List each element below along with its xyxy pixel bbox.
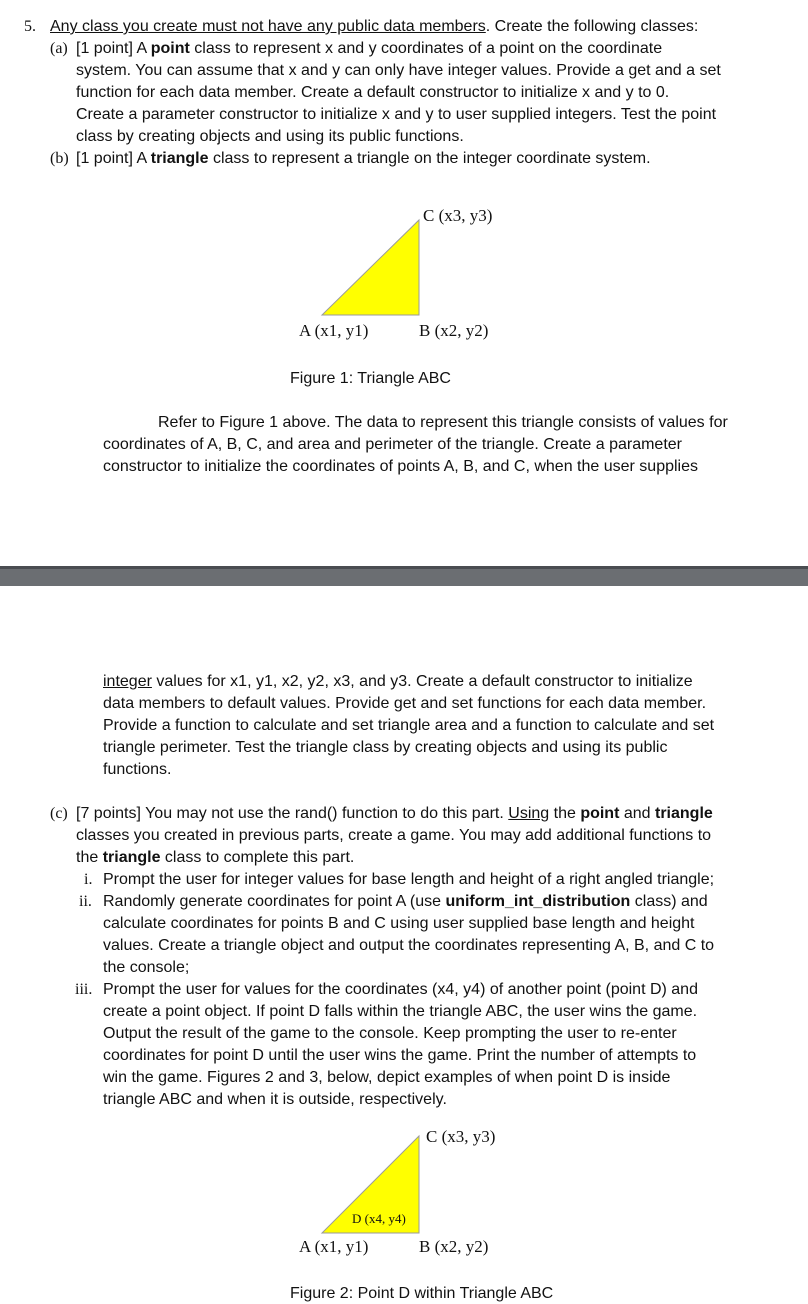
part-c-label: (c) — [50, 805, 68, 822]
part-a-l1-post: class to represent x and y coordinates of a point on the coordinate — [189, 40, 663, 57]
part-c-l1-underlined: Using — [508, 805, 550, 822]
part-a-line-4: Create a parameter constructor to initialize x and y to user supplied integers. Test the point — [76, 106, 717, 123]
item-iii-label: iii. — [75, 981, 93, 998]
figure-1-label-a: A (x1, y1) — [299, 321, 369, 340]
part-b-l1-bold: triangle — [150, 150, 209, 167]
part-c-l3-bold: triangle — [102, 849, 161, 866]
item-iii-line-4: coordinates for point D until the user wins the game. Print the number of attempts to — [103, 1047, 697, 1064]
part-a-l1-pre: [1 point] A — [76, 40, 151, 57]
part-b-para-3: constructor to initialize the coordinates of points A, B, and C, when the user supplies — [103, 458, 698, 475]
part-b-para-8: functions. — [103, 761, 172, 778]
figure-1-label-b: B (x2, y2) — [419, 321, 489, 340]
figure-1-label-c: C (x3, y3) — [423, 206, 493, 225]
part-a-label: (a) — [50, 40, 68, 57]
part-a-line-5: class by creating objects and using its public functions. — [76, 128, 464, 145]
figure-2-label-b: B (x2, y2) — [419, 1237, 489, 1256]
item-iii-line-2: create a point object. If point D falls within the triangle ABC, the user wins the game. — [103, 1003, 698, 1020]
item-iii-line-3: Output the result of the game to the console. Keep prompting the user to re-enter — [103, 1025, 677, 1042]
figure-2-label-d: D (x4, y4) — [352, 1211, 406, 1226]
part-c-l1-bold-1: point — [580, 805, 620, 822]
part-c-l1-mid: the — [549, 805, 581, 822]
item-ii-line-3: values. Create a triangle object and output the coordinates representing A, B, and C to — [103, 937, 715, 954]
intro-rest: . Create the following classes: — [485, 18, 699, 35]
item-iii-line-5: win the game. Figures 2 and 3, below, depict examples of when point D is inside — [103, 1069, 671, 1086]
figure-1-triangle — [322, 220, 419, 315]
part-b-p4-underlined: integer — [103, 673, 152, 690]
item-iii-line-6: triangle ABC and when it is outside, respectively. — [103, 1091, 447, 1108]
part-a-line-2: system. You can assume that x and y can only have integer values. Provide a get and a set — [76, 62, 721, 79]
part-b-l1-pre: [1 point] A — [76, 150, 151, 167]
part-a-line-3: function for each data member. Create a default constructor to initialize x and y to 0. — [76, 84, 670, 101]
item-ii-l1-bold: uniform_int_distribution — [445, 893, 631, 910]
item-ii-line-4: the console; — [103, 959, 190, 976]
intro-underlined: Any class you create must not have any public data members — [50, 18, 486, 35]
item-ii-l1-pre: Randomly generate coordinates for point A (use — [103, 893, 446, 910]
part-c-l1-pre: [7 points] You may not use the rand() function to do this part. — [76, 805, 509, 822]
item-ii-l1-post: class) and — [630, 893, 708, 910]
figure-2-label-a: A (x1, y1) — [299, 1237, 369, 1256]
figure-1-svg — [0, 0, 808, 566]
part-c-l1-bold-2: triangle — [655, 805, 713, 822]
part-b-para-5: data members to default values. Provide get and set functions for each data member. — [103, 695, 707, 712]
part-b-p4-rest: values for x1, y1, x2, y2, x3, and y3. Create a default constructor to initialize — [151, 673, 693, 690]
part-b-para-1: Refer to Figure 1 above. The data to represent this triangle consists of values for — [158, 414, 728, 431]
part-b-label: (b) — [50, 150, 69, 167]
part-c-l3-pre: the — [76, 849, 103, 866]
part-b-l1-post: class to represent a triangle on the integer coordinate system. — [208, 150, 651, 167]
part-a-l1-bold: point — [150, 40, 190, 57]
item-i-label: i. — [84, 871, 93, 888]
figure-2-caption: Figure 2: Point D within Triangle ABC — [290, 1285, 554, 1302]
part-b-para-2: coordinates of A, B, C, and area and perimeter of the triangle. Create a parameter — [103, 436, 682, 453]
figure-2-label-c: C (x3, y3) — [426, 1127, 496, 1146]
part-b-para-7: triangle perimeter. Test the triangle class by creating objects and using its public — [103, 739, 668, 756]
item-i-text: Prompt the user for integer values for base length and height of a right angled triangle; — [103, 871, 715, 888]
figure-1-caption: Figure 1: Triangle ABC — [290, 370, 451, 387]
page-separator — [0, 566, 808, 586]
item-ii-line-2: calculate coordinates for points B and C using user supplied base length and height — [103, 915, 695, 932]
part-c-l1-and: and — [619, 805, 655, 822]
part-b-para-6: Provide a function to calculate and set triangle area and a function to calculate and set — [103, 717, 715, 734]
question-number: 5. — [24, 18, 36, 35]
part-c-line-2: classes you created in previous parts, create a game. You may add additional functions to — [76, 827, 712, 844]
part-c-l3-post: class to complete this part. — [160, 849, 355, 866]
page-top — [0, 0, 808, 566]
item-ii-label: ii. — [79, 893, 92, 910]
page-bottom — [0, 586, 808, 1304]
item-iii-line-1: Prompt the user for values for the coordinates (x4, y4) of another point (point D) and — [103, 981, 698, 998]
figure-2-svg — [0, 586, 808, 1304]
